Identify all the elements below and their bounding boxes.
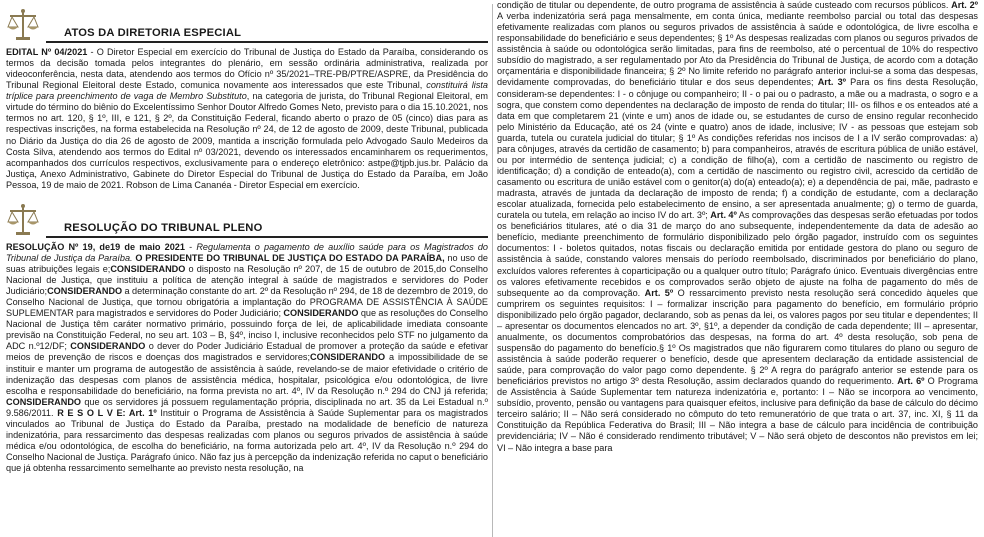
text-run: a impossibilidade de se instituir e manter um programa de autogestão de assistência à saúde, revelando-se de maior efetividade o critério de indenização das despesas com planos de assistência médica, hospitalar, psicológica e/ou odontológica, de livre escolha e responsabilidade do beneficiário, na forma prevista no art. 4º, IV da Resolução n.º 294 do CNJ já referida;	[6, 352, 488, 396]
text-run: -	[184, 241, 197, 252]
text-run: O Programa de Assistência à Saúde Suplementar tem natureza indenizatória e, portanto: I – Não se incorpora ao vencimento, subsídio, provento, pensão ou vantagens para quaisquer efeitos, inclusive para definição da base de cálculo do décimo terceiro salário; II – Não será considerado no cômputo do teto remuneratório de que trata o art. 37, inc. XI, § 11 da Constituição da República Federativa do Brasil; III – Não integra a base de cálculo para incidência de contribuição previdenciária; IV – Não é considerado rendimento tributável; V – Não será objeto de descontos não previstos em lei; VI – Não integra a base para	[497, 376, 978, 453]
bold-run: CONSIDERANDO	[110, 263, 186, 274]
bold-run: Art. 4º	[710, 210, 737, 221]
bold-run: Art. 2º	[951, 0, 978, 10]
resolucao-paragraph	[6, 242, 488, 474]
text-run: As comprovações das despesas serão efetuadas por todos os beneficiários titulares, até o dia 31 de março do ano subsequente, independentemente da data de adesão ao benefício, mediante preenchimento de formulário disponibilizado pelo órgão pagador, instruído com os seguintes documentos: I - boletos quitados, notas fiscais ou declaração emitida por entidade gestora do plano ou seguro de assistência à saúde, constando valores mensais do período reembolsado, discriminados por beneficiário do plano, excluídos valores referentes à coparticipação ou a qualquer outro título; Parágrafo único. Eventuais divergências entre os valores efetivamente recebidos e os comprovados serão objeto de ajuste na folha de pagamento do mês de subsequente ao da comprovação.	[497, 210, 978, 298]
text-run: A verba indenizatória será paga mensalmente, em conta única, mediante reembolso parcial ou total das despesas efetivamente realizadas com planos ou seguros privados de assistência à saúde e odontológica, de livre escolha e responsabilidade do beneficiário e seus dependentes; § 1º As despesas realizadas com planos ou seguros privados de assistência à saúde ou odontológica serão limitadas, para fins de reembolso, até o percentual de 10% do respectivo subsídio do magistrado, a ser regulamentado por Ato da Presidência do Tribunal de Justiça, de acordo com a dotação orçamentária e disponibilidade financeira; § 2º No limite referido no parágrafo anterior inclui-se a soma das despesas, devidamente comprovadas, do beneficiário titular e dos seus dependentes;	[497, 11, 978, 88]
italic-run: Regulamenta o pagamento de auxílio saúde para os Magistrados do Tribunal de Justiça da Paraíba.	[6, 241, 488, 263]
text-run: o disposto na Resolução nº 207, de 15 de outubro de 2015,do Conselho Nacional de Justiça, que instituiu a política de atenção integral à saúde de magistrados e servidores do Poder Judiciário;	[6, 263, 488, 297]
bold-run: R E S O L V E: Art. 1º	[57, 407, 157, 418]
bold-run: EDITAL Nº 04/2021	[6, 47, 88, 57]
text-run: o dever do Poder Judiciário Estadual de promover a proteção da saúde e efetivar meios de prevenção de riscos e doenças dos magistrados e servidores;	[6, 341, 488, 363]
bold-run: O PRESIDENTE DO TRIBUNAL DE JUSTIÇA DO ESTADO DA PARAÍBA,	[135, 252, 445, 263]
italic-run: constituirá lista tríplice para preenchimento de vaga de Membro Substituto	[6, 80, 488, 102]
text-run: condição de titular ou dependente, de outro programa de assistência à saúde custeado com recursos públicos.	[497, 0, 952, 10]
text-run: que os servidores já possuem regulamentação própria, disciplinada no art. 35 da Lei Estadual n.º 9.586/2011.	[6, 396, 488, 418]
text-run: Para os fins desta Resolução, consideram-se dependentes: I - o cônjuge ou companheiro; II - o pai ou o padrasto, a mãe ou a madrasta, o sogro e a sogra, que constem como dependentes na declaração de imposto de renda do titular; III- os filhos e os enteados até a data em que completarem 21 (vinte e um) anos de idade ou, se estudantes de curso de ensino regular reconhecido pelo Ministério da Educação, até os 24 (vinte e quatro) anos de idade, inclusive; IV - as pessoas que estejam sob guarda, tutela ou curatela judicial do titular; § 1º As condições referidas nos incisos de I a IV serão comprovadas: a) para cônjuges, através da certidão de casamento; b) para companheiros, através de escritura pública de união estável, ou por intermédio de sentença judicial; c) a condição de filho(a), com a certidão de nascimento ou registro de identificação; d) a condição de enteado(a), com a certidão de nascimento ou registro civil, acrescido da certidão de casamento ou escritura de união estável com o genitor(a) do(a) enteado(a); e) a dependência de pai, mãe, padrasto e madrasta, através de juntada da declaração de imposto de renda; f) a condição de estudante, com a declaração escolar atualizada, fornecida pelo estabelecimento de ensino, a ser apresentada anualmente; g) o termo de guarda, curatela ou tutela, em relação ao inciso IV do art. 3º;	[497, 77, 978, 221]
section-title: ATOS DA DIRETORIA ESPECIAL	[64, 27, 242, 39]
justice-scales-icon	[6, 203, 40, 237]
bold-run: RESOLUÇÃO Nº 19, de19 de maio 2021	[6, 241, 185, 252]
text-run: que as resoluções do Conselho Nacional de Justiça têm caráter normativo primário, possuindo força de lei, de aplicabilidade imediata consoante previsão na Constituição Federal, no seu art. 103 – B, §4º, inciso I, inclusive reconhecidos pelo STF no julgamento da ADC n.º12/DF;	[6, 308, 488, 352]
bold-run: Art. 3º	[817, 77, 846, 88]
bold-run: CONSIDERANDO	[47, 286, 123, 297]
header-rule	[46, 236, 488, 238]
bold-run: Art. 5º	[644, 287, 674, 298]
left-column	[6, 0, 488, 537]
bold-run: CONSIDERANDO	[6, 396, 82, 407]
column-divider	[492, 4, 493, 537]
bold-run: CONSIDERANDO	[283, 308, 359, 319]
section-header-atos	[6, 8, 488, 42]
bold-run: CONSIDERANDO	[310, 352, 386, 363]
justice-scales-icon	[6, 8, 40, 42]
section-title: RESOLUÇÃO DO TRIBUNAL PLENO	[64, 221, 263, 234]
section-header-resolucao	[6, 203, 488, 237]
text-run: Instituir o Programa de Assistência à Saúde Suplementar para os magistrados vinculados ao Tribunal de Justiça do Estado da Paraíba, prestado na modalidade de benefício de natureza indenizatória, para ressarcimento das despesas realizadas com planos ou seguros privados de assistência à saúde médica e/ou odontológica, de escolha do beneficiário, na forma autorizada pelo art. 4º, IV da Resolução n.º 294 do Conselho Nacional de Justiça. Parágrafo único. Não faz jus à percepção da indenização referida no caput o beneficiário que já obtenha ressarcimento semelhante ao previsto nesta resolução, na	[6, 407, 488, 474]
text-run: a determinação constante do art. 2º da Resolução nº 294, de 18 de dezembro de 2019, do Conselho Nacional de Justiça, que tornou obrigatória a implantação do PROGRAMA DE ASSISTÊNCIA À SAÚDE SUPLEMENTAR para magistrados e servidores do Poder Judiciário;	[6, 286, 488, 319]
bold-run: Art. 6º	[897, 376, 925, 387]
right-column	[497, 0, 978, 537]
bold-run: CONSIDERANDO	[70, 341, 146, 352]
text-run: no uso de suas atribuições legais e;	[6, 252, 488, 274]
edital-paragraph	[6, 47, 488, 191]
text-run: - O Diretor Especial em exercício do Tribunal de Justiça do Estado da Paraíba, considerando os termos da decisão tomada pelos integrantes do plenário, em sessão ordinária administrativa, realizada por videoconferência, nesta data, atendendo aos termos do Ofício nº 35/2021–TRE-PB/PTRE/ASPRE, da Presidência do Tribunal Regional Eleitoral deste Estado, comunica novamente aos interessados que este Tribunal,	[6, 47, 488, 91]
resolucao-continuation	[497, 0, 978, 454]
text-run: , na categoria de jurista, do Tribunal Regional Eleitoral, em virtude do término do biênio do Excelentíssimo Senhor Doutor Alfredo Gomes Neto, previsto para o dia 15.10.2021, nos termos no art. 120, § 1º, III, e 121, § 2º, da Constituição Federal, ficando aberto o prazo de 05 (cinco) dias para as respectivas inscrições, na forma estabelecida na Resolução nº 24, de 12 de agosto de 2009, deste Tribunal, publicada no Diário da Justiça do dia 26 de agosto de 2009, mantida a inscrição formulada pelo Advogado Saulo Medeiros da Costa Silva, atendendo aos termos do Edital nº 03/2021, devendo os interessados encaminharem os requerimentos, acompanhados dos currículos respectivos, exclusivamente para o endereço eletrônico: astpe@tjpb.jus.br. Palácio da Justiça, Anexo Administrativo, Gabinete do Diretor Especial do Tribunal de Justiça do Estado da Paraíba, em João Pessoa, 19 de maio de 2021. Robson de Lima Cananéa - Diretor Especial em exercício.	[6, 91, 488, 190]
text-run: O ressarcimento previsto nesta resolução será concedido àqueles que cumprirem os seguintes requisitos: I – formalizar inscrição para pagamento do benefício, em formulário próprio disponibilizado pelo órgão pagador, declarando, sob as penas da lei, os valores pagos por seu titular e dependentes; II – apresentar os documentos elencados no art. 3º, §1º, a depender da condição de cada dependente; III – apresentar, anualmente, os documentos comprobatórios das despesas, na forma do art. 4º desta resolução, sob pena de suspensão do pagamento do benefício.§ 1º Os magistrados que não figurarem como titulares do plano ou seguro de assistência à saúde poderão requerer o benefício, desde que apresentem declaração da entidade assistencial de saúde, para comprovação do valor pago como dependente. § 2º A regra do parágrafo anterior se estende para os beneficiários previstos no artigo 3º desta Resolução, assim declarados quando do requerimento.	[497, 287, 978, 387]
header-rule	[46, 41, 488, 43]
